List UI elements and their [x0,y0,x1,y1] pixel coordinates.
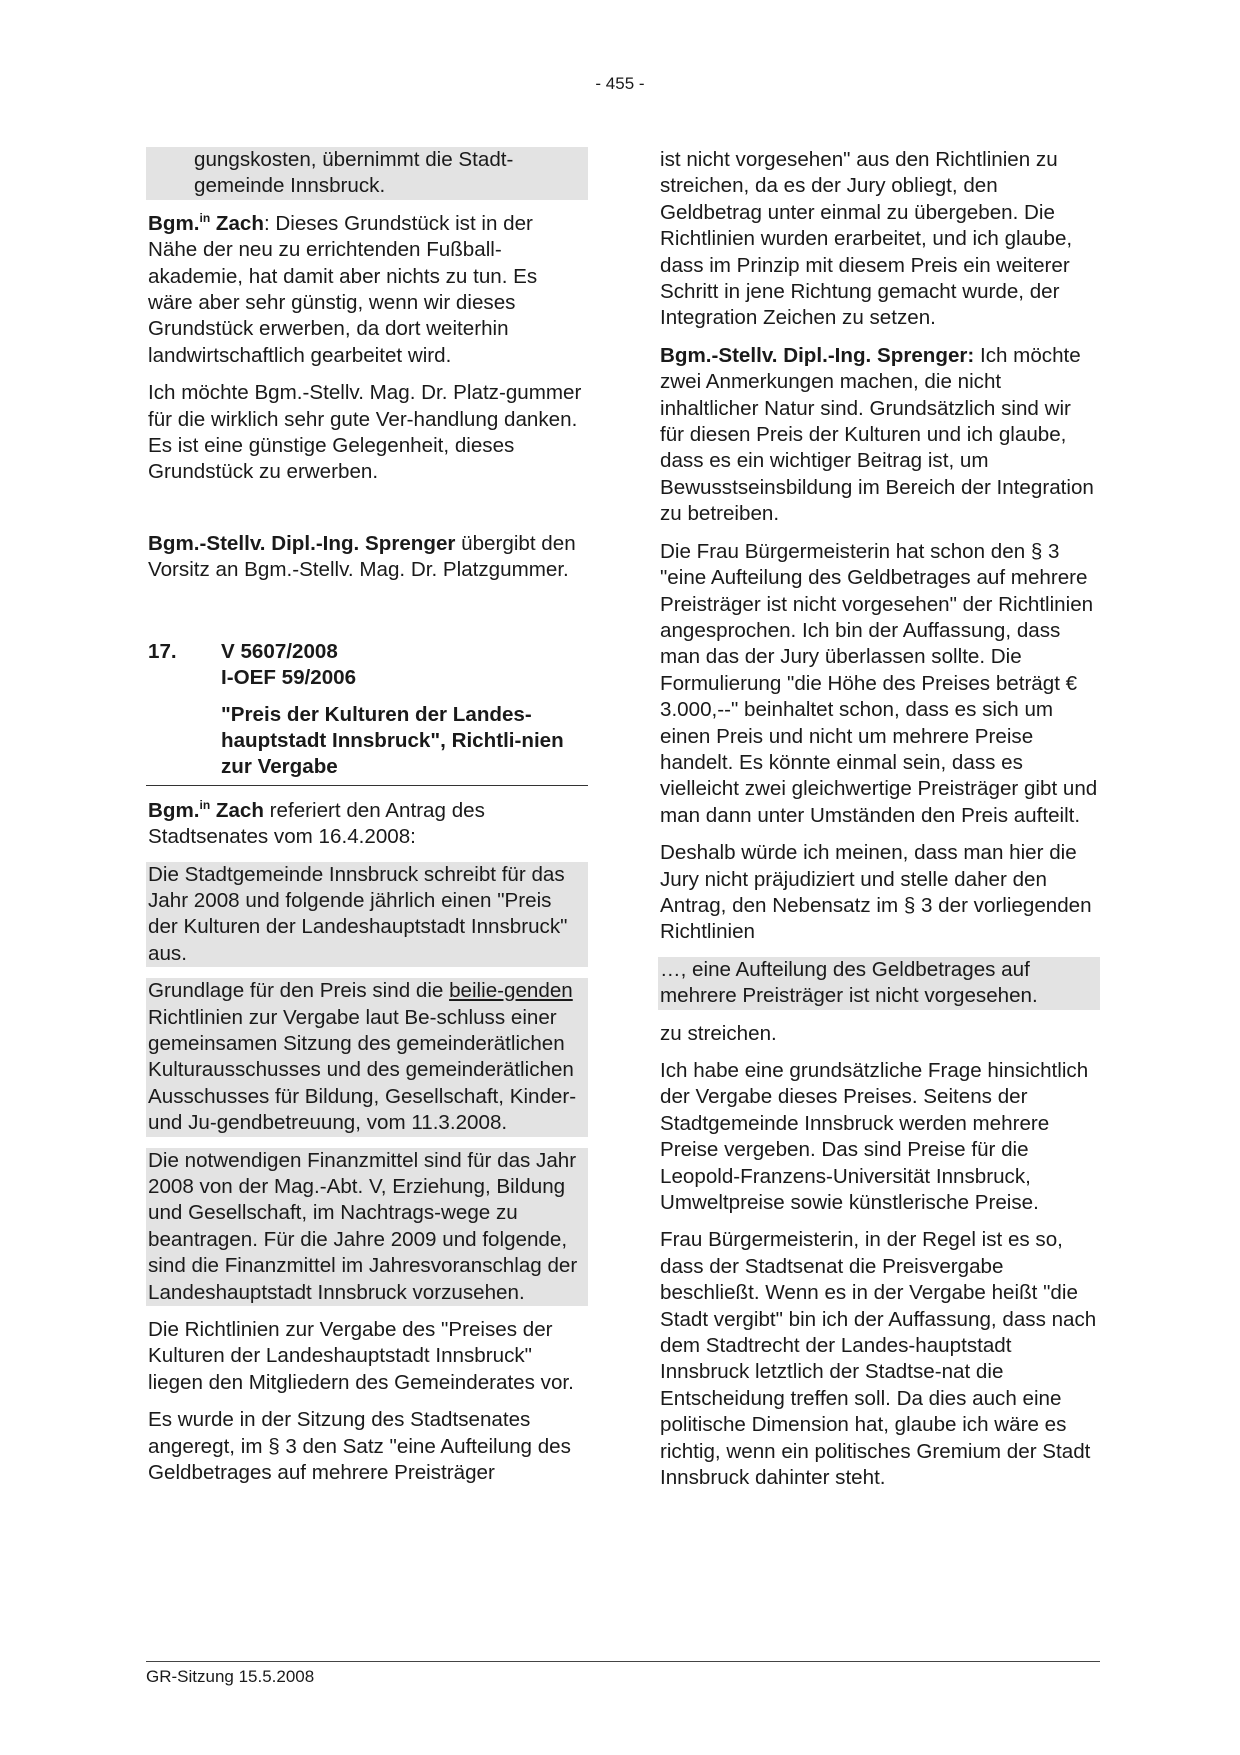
paragraph-zach-2: Ich möchte Bgm.-Stellv. Mag. Dr. Platz-gummer für die wirklich sehr gute Ver-handlung danken. Es ist eine günstige Gelegenheit, dieses Grundstück zu erwerben. [148,381,582,484]
speaker: Bgm.$^{in}$ Zach [148,797,264,822]
footer: GR-Sitzung 15.5.2008 [146,1667,315,1686]
motion-paragraph: Die Stadtgemeinde Innsbruck schreibt für das Jahr 2008 und folgende jährlich einen "Preis der Kulturen der Landeshauptstadt Innsbruck" aus. [146,862,588,968]
agenda-item-title: "Preis der Kulturen der Landes-hauptstadt Innsbruck", Richtli-nien zur Vergabe [221,702,564,779]
paragraph: Die Frau Bürgermeisterin hat schon den § 3 "eine Aufteilung des Geldbetrages auf mehrere Preisträger ist nicht vorgesehen" der Richtlinien angesprochen. Ich bin der Auffassung, dass man das der Jury überlassen sollte. Die Formulierung "die Höhe des Preises beträgt € 3.000,--" beinhaltet schon, dass es sich um einen Preis und nicht um mehrere Preise handelt. Es könnte einmal sein, dass es vielleicht zwei gleichwertige Preisträger gibt und man dann unter Umständen den Preis aufteilt. [660,539,1098,827]
paragraph: Die Richtlinien zur Vergabe des "Preises der Kulturen der Landeshauptstadt Innsbruck" liegen den Mitgliedern des Gemeinderates vor. [148,1318,574,1394]
speaker: Bgm.-Stellv. Dipl.-Ing. Sprenger: [660,343,975,367]
paragraph: zu streichen. [660,1021,777,1045]
left-column [146,147,588,1497]
quoted-clause: …, eine Aufteilung des Geldbetrages auf mehrere Preisträger ist nicht vorgesehen. [658,957,1100,1010]
paragraph-sprenger: Bgm.-Stellv. Dipl.-Ing. Sprenger: Ich möchte zwei Anmerkungen machen, die nicht inhaltlicher Natur sind. Grundsätzlich sind wir für diesen Preis der Kulturen und ich glaube, dass es ein wichtiger Beitrag ist, um Bewusstseinsbildung im Bereich der Integration zu betreiben. [660,343,1094,526]
agenda-item [146,639,588,786]
agenda-item-ref: V 5607/2008 [221,639,338,663]
divider [146,785,588,786]
paragraph: Ich habe eine grundsätzliche Frage hinsichtlich der Vergabe dieses Preises. Seitens der Stadtgemeinde Innsbruck werden mehrere Preise vergeben. Das sind Preise für die Leopold-Franzens-Universität Innsbruck, Umweltpreise sowie künstlerische Preise. [660,1059,1089,1215]
paragraph: Es wurde in der Sitzung des Stadtsenates angeregt, im § 3 den Satz "eine Aufteilung des Geldbetrages auf mehrere Preisträger [148,1408,571,1485]
agenda-item-number: 17. [148,639,177,663]
page-number: - 455 - [595,74,645,93]
paragraph: Deshalb würde ich meinen, dass man hier die Jury nicht präjudiziert und stelle daher den Antrag, den Nebensatz im § 3 der vorliegenden Richtlinien [660,841,1092,944]
continued-paragraph: gungskosten, übernimmt die Stadt-gemeinde Innsbruck. [146,147,588,200]
paragraph-zach-3: Bgm.$^{in}$ Zach referiert den Antrag des Stadtsenates vom 16.4.2008: [148,797,485,849]
footer-divider [146,1661,1100,1662]
paragraph-zach-1: Bgm.$^{in}$ Zach: Dieses Grundstück ist in der Nähe der neu zu errichtenden Fußball-akademie, hat damit aber nichts zu tun. Es wäre aber sehr günstig, wenn wir dieses Grundstück erwerben, da dort weiterhin landwirtschaftlich gearbeitet wird. [148,210,538,367]
motion-paragraph: Grundlage für den Preis sind die beilie-genden Richtlinien zur Vergabe laut Be-schluss einer gemeinsamen Sitzung des gemeinderätlichen Kulturausschusses und des gemeinderätlichen Ausschusses für Bildung, Gesellschaft, Kinder- und Ju-gendbetreuung, vom 11.3.2008. [146,978,588,1136]
paragraph: ist nicht vorgesehen" aus den Richtlinien zu streichen, da es der Jury obliegt, den Geldbetrag unter einmal zu übergeben. Die Richtlinien wurden erarbeitet, und ich glaube, dass im Prinzip mit diesem Preis ein weiterer Schritt in jene Richtung gemacht wurde, der Integration Zeichen zu setzen. [660,148,1073,330]
speaker: Bgm.-Stellv. Dipl.-Ing. Sprenger [148,531,456,555]
agenda-item-ref: I-OEF 59/2006 [221,666,357,690]
paragraph-sprenger-handover: Bgm.-Stellv. Dipl.-Ing. Sprenger übergibt den Vorsitz an Bgm.-Stellv. Mag. Dr. Platzgummer. [148,531,576,582]
motion-paragraph: Die notwendigen Finanzmittel sind für das Jahr 2008 von der Mag.-Abt. V, Erziehung, Bildung und Gesellschaft, im Nachtrags-wege zu beantragen. Für die Jahre 2009 und folgende, sind die Finanzmittel im Jahresvoranschlag der Landeshauptstadt Innsbruck vorzusehen. [146,1148,588,1306]
speaker: Bgm.$^{in}$ Zach [148,210,264,235]
right-column [658,147,1100,1503]
paragraph: Frau Bürgermeisterin, in der Regel ist es so, dass der Stadtsenat die Preisvergabe beschließt. Wenn es in der Vergabe heißt "die Stadt vergibt" bin ich der Auffassung, dass nach dem Stadtrecht der Landes-hauptstadt Innsbruck letztlich der Stadtse-nat die Entscheidung treffen soll. Da dies auch eine politische Dimension hat, glaube ich wäre es richtig, wenn ein politisches Gremium der Stadt Innsbruck dahinter steht. [660,1228,1097,1490]
